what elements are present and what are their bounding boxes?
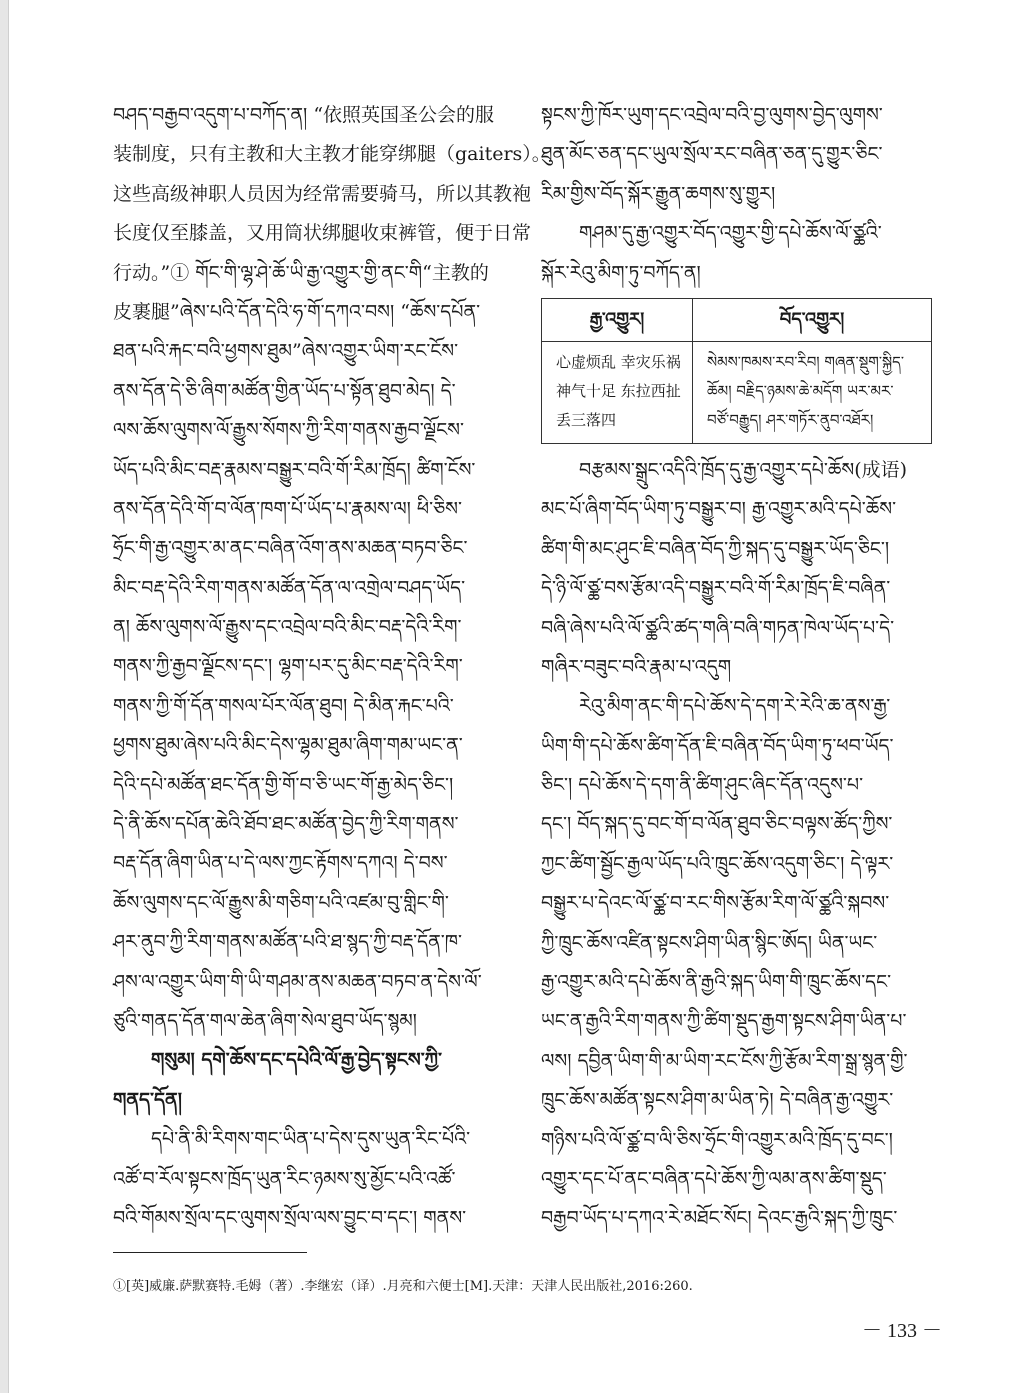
text-line: ཀྱང་ཚིག་སྦྱོང་རྒྱལ་ཡོད་པའི་ཁྲུང་ཆོས་འདུག་ཅིང་། དེ་ལྟར་ bbox=[541, 852, 894, 875]
glossary-chinese-line: 神气十足 东拉西扯 bbox=[556, 381, 681, 400]
text-line: གཞིར་བཟུང་བའི་རྣམ་པ་འདུག bbox=[541, 655, 732, 678]
glossary-chinese-line: 心虚烦乱 幸灾乐祸 bbox=[556, 352, 681, 371]
text-line: 这些高级神职人员因为经常需要骑马，所以其教袍 bbox=[113, 182, 532, 205]
text-line: རྒྱ་འགྱུར་མའི་དཔེ་ཆོས་ནི་རྒྱའི་སྐད་ཡིག་གི་ཁྲུང་ཆོས་དང་ bbox=[541, 971, 892, 994]
text-line: 皮裹腿”ཞེས་པའི་དོན་དེའི་ཧ་གོ་དཀའ་བས། “ཆོས་དཔོན་ bbox=[113, 300, 481, 323]
glossary-table bbox=[541, 298, 932, 444]
glossary-body-row bbox=[542, 341, 932, 443]
text-line: ཡང་ན་རྒྱའི་རིག་གནས་ཀྱི་ཚིག་སྡུད་རྒྱག་སྟངས་ཤིག་ཡིན་པ་ bbox=[541, 1010, 907, 1033]
text-line: ན། ཆོས་ལུགས་ལོ་རྒྱུས་དང་འབྲེལ་བའི་མིང་བརྡ་དེའི་རིག་ bbox=[113, 616, 462, 639]
glossary-tibetan-cell bbox=[693, 341, 932, 443]
right-column-bottom-text bbox=[541, 451, 933, 1239]
glossary-header-chinese: རྒྱ་འགྱུར། bbox=[542, 298, 693, 341]
left-column bbox=[113, 96, 551, 1238]
text-line: དེ་ནི་ཆོས་དཔོན་ཆེའི་ཐོབ་ཐང་མཚོན་བྱེད་ཀྱི་རིག་གནས་ bbox=[113, 813, 459, 836]
text-line: བརྒྱབ་ཡོད་པ་དཀའ་རེ་མཐོང་སོང། དེའང་རྒྱའི་སྐད་ཀྱི་ཁྲུང་ bbox=[541, 1207, 898, 1230]
footnote-rule bbox=[113, 1252, 307, 1253]
text-line: གཤམ་དུ་རྒྱ་འགྱུར་བོད་འགྱུར་གྱི་དཔེ་ཆོས་ལོ་ཙྪའི་ bbox=[579, 222, 882, 245]
glossary-chinese-cell bbox=[542, 341, 693, 443]
text-line: ཐན་པའི་རྐང་བའི་ཕྱགས་ཐུམ”ཞེས་འགྱུར་ཡིག་རང་ངོས་ bbox=[113, 340, 459, 363]
text-line: མང་པོ་ཞིག་བོད་ཡིག་ཏུ་བསྒྱུར་བ། རྒྱ་འགྱུར་མའི་དཔེ་ཆོས་ bbox=[541, 498, 897, 521]
page-edge bbox=[0, 0, 9, 1393]
text-line: ཁྲུང་ཆོས་མཚོན་སྟངས་ཤིག་མ་ཡིན་ཏེ། དེ་བཞིན་རྒྱ་འགྱུར་ bbox=[541, 1089, 894, 1112]
text-line: སྐོར་རེའུ་མིག་ཏུ་བཀོད་ན། bbox=[541, 261, 701, 284]
text-line: ལས་ཆོས་ལུགས་ལོ་རྒྱུས་སོགས་ཀྱི་རིག་གནས་རྒྱབ་ལྗོངས་ bbox=[113, 419, 464, 442]
text-line: དེ་ཉི་ལོ་ཙྪ་བས་རྩོམ་འདི་བསྒྱུར་བའི་གོ་རིམ་ཁྲོད་ཇི་བཞིན་ bbox=[541, 577, 891, 600]
glossary-chinese-line: 丢三落四 bbox=[556, 410, 617, 429]
text-line: གནས་ཀྱི་རྒྱབ་ལྗོངས་དང་། ལྷག་པར་དུ་མིང་བརྡ་དེའི་རིག་ bbox=[113, 655, 463, 678]
text-line: བརྡ་དོན་ཞིག་ཡིན་པ་དེ་ལས་ཀྱང་རྟོགས་དཀའ། དེ་བས་ bbox=[113, 852, 448, 875]
text-line: ཆོས་ལུགས་དང་ལོ་རྒྱུས་མི་གཅིག་པའི་འཛམ་བུ་གླིང་གི་ bbox=[113, 891, 449, 914]
glossary-tibetan-line: བཙོ་བརྒྱུད། ཤར་གཏོར་ནུབ་འཐོར། bbox=[707, 410, 874, 429]
text-line: 长度仅至膝盖，又用筒状绑腿收束裤管，便于日常 bbox=[113, 222, 532, 245]
text-line: སྟངས་ཀྱི་ཁོར་ཡུག་དང་འབྲེལ་བའི་བྱ་ལུགས་བྱེད་ལུགས་ bbox=[541, 104, 883, 126]
text-line: ལས། དབྱིན་ཡིག་གི་མ་ཡིག་རང་ངོས་ཀྱི་རྩོམ་རིག་སྒྲ་སྙན་གྱི་ bbox=[541, 1049, 908, 1072]
section-heading-line: གནད་དོན། bbox=[113, 1088, 182, 1111]
text-line: ཚིག་གི་མང་ཤུང་ཇི་བཞིན་བོད་ཀྱི་སྐད་དུ་བསྒྱུར་ཡོད་ཅིང་། bbox=[541, 537, 890, 560]
text-line: བཤད་བརྒྱབ་འདུག་པ་བཀོད་ན། “依照英国圣公会的服 bbox=[113, 104, 495, 126]
glossary-tibetan-line: སེམས་ཁམས་རབ་རིབ། གཞན་སྡུག་སྐྱིད་ bbox=[707, 352, 904, 371]
page-number: － 133 － bbox=[862, 1320, 942, 1342]
text-line: དེའི་དཔེ་མཚོན་ཐང་དོན་གྱི་གོ་བ་ཅི་ཡང་གོ་རྒྱ་མེད་ཅིང་། bbox=[113, 773, 454, 796]
text-line: གནས་ཀྱི་གོ་དོན་གསལ་པོར་ལོན་ཐུབ། དེ་མིན་རྐང་པའི་ bbox=[113, 694, 454, 717]
text-line: མིང་བརྡ་དེའི་རིག་གནས་མཚོན་དོན་ལ་འགྲེལ་བཤད་ཡོད་ bbox=[113, 576, 466, 599]
glossary-header-row bbox=[542, 298, 932, 341]
text-line: བཞི་ཞེས་པའི་ལོ་ཙྪའི་ཚད་གཞི་བཞི་གཏན་ཁེལ་ཡོད་པ་དེ་ bbox=[541, 616, 895, 639]
text-line: བརྩམས་སྒྲུང་འདིའི་ཁྲོད་དུ་རྒྱ་འགྱུར་དཔེ་ཆོས(成语) bbox=[579, 458, 908, 481]
text-line: ཧྲོང་གི་རྒྱ་འགྱུར་མ་ནང་བཞིན་འོག་ནས་མཆན་བཏབ་ཅིང་ bbox=[113, 537, 468, 560]
text-line: ནས་དོན་དེའི་གོ་བ་ལོན་ཁག་པོ་ཡོད་པ་རྣམས་ལ། ཕི་ཅིས་ bbox=[113, 497, 462, 520]
text-line: རེའུ་མིག་ནང་གི་དཔེ་ཆོས་དེ་དག་རེ་རེའི་ཆ་ནས་རྒྱ་ bbox=[579, 695, 891, 718]
text-line: ཕྱགས་ཐུམ་ཞེས་པའི་མིང་དེས་ལྷམ་ཐུམ་ཞིག་གམ་ཡང་ན་ bbox=[113, 734, 463, 757]
text-line: ཡོད་པའི་མིང་བརྡ་རྣམས་བསྒྱུར་བའི་གོ་རིམ་ཁྲོད། ཚིག་ངོས་ bbox=[113, 458, 476, 481]
text-line: ནས་དོན་དེ་ཅི་ཞིག་མཚོན་གྱིན་ཡོད་པ་སྟོན་ཐུབ་མེད། དེ་ bbox=[113, 379, 456, 402]
text-line: བའི་གོམས་སྲོལ་དང་ལུགས་སྲོལ་ལས་བྱུང་བ་དང་། གནས་ bbox=[113, 1206, 467, 1229]
section-heading-line: གསུམ། དགེ་ཆོས་དང་དཔེའི་ལོ་རྒྱ་བྱེད་སྟངས་ཀྱི་ bbox=[151, 1049, 443, 1072]
text-line: 行动。”① གོང་གི་ལྷ་ཤེ་ཆོ་ཡི་རྒྱ་འགྱུར་གྱི་ནང་གི“主教的 bbox=[113, 261, 489, 284]
text-line: བསྒྱུར་པ་དེའང་ལོ་ཙྪ་བ་རང་གིས་རྩོམ་རིག་ལོ་ཙྪའི་སྐབས་ bbox=[541, 892, 890, 915]
right-column bbox=[541, 96, 933, 1239]
glossary-tibetan-line: ཆོམ། བརྗིད་ཉམས་ཆེ་མདོག ཡར་མར་ bbox=[707, 381, 894, 400]
text-line: ཤས་ལ་འགྱུར་ཡིག་གི་ཡི་གཤམ་ནས་མཆན་བཏབ་ན་དེས་ལོ་ bbox=[113, 970, 482, 993]
text-line: ཅིང་། དཔེ་ཆོས་དེ་དག་ནི་ཚིག་ཤུང་ཞིང་དོན་འདུས་པ་ bbox=[541, 774, 864, 797]
text-line: ཙུའི་གནད་དོན་གལ་ཆེན་ཞིག་སེལ་ཐུབ་ཡོད་སྙམ། bbox=[113, 1009, 417, 1032]
text-line: ཤར་ནུབ་ཀྱི་རིག་གནས་མཚོན་པའི་ཐ་སྙད་ཀྱི་བརྡ་དོན་ཁ་ bbox=[113, 931, 463, 954]
text-line: 装制度，只有主教和大主教才能穿绑腿（gaiters）。 bbox=[113, 143, 551, 166]
text-line: དང་། བོད་སྐད་དུ་བང་གོ་བ་ལོན་ཐུབ་ཅིང་བལྟས་ཚོད་ཀྱིས་ bbox=[541, 813, 893, 836]
text-line: འགྱུར་དང་པོ་ནང་བཞིན་དཔེ་ཆོས་ཀྱི་ལམ་ནས་ཚིག་སྡུད་ bbox=[541, 1167, 887, 1190]
glossary-header-tibetan: བོད་འགྱུར། bbox=[693, 298, 932, 341]
text-line: ཡིག་གི་དཔེ་ཆོས་ཚིག་དོན་ཇི་བཞིན་བོད་ཡིག་ཏུ་ཕབ་ཡོད་ bbox=[541, 734, 894, 757]
text-line: ཀྱི་ཁྲུང་ཆོས་འཛིན་སྟངས་ཤིག་ཡིན་སྙིང་ཨོད། ཡིན་ཡང་ bbox=[541, 931, 878, 954]
text-line: འཚོ་བ་རོལ་སྟངས་ཁྲོད་ཡུན་རིང་ཉམས་སུ་མྱོང་པའི་འཚོ་ bbox=[113, 1167, 456, 1190]
text-line: གཉིས་པའི་ལོ་ཙྪ་བ་ལི་ཅིས་ཧྲོང་གི་འགྱུར་མའི་ཁྲོད་དུ་བང་། bbox=[541, 1128, 893, 1151]
text-line: དཔེ་ནི་མི་རིགས་གང་ཡིན་པ་དེས་དུས་ཡུན་རིང་པོའི་ bbox=[151, 1128, 471, 1151]
text-line: རིམ་གྱིས་བོད་སྐོར་རྒྱུན་ཆགས་སུ་གྱུར། bbox=[541, 182, 776, 205]
right-column-top-text bbox=[541, 96, 933, 293]
text-line: ཐུན་མོང་ཅན་དང་ཡུལ་སྲོལ་རང་བཞིན་ཅན་དུ་གྱུར་ཅིང་ bbox=[541, 143, 883, 166]
footnote: ①[英]威廉.萨默赛特.毛姆（著）.李继宏（译）.月亮和六便士[M].天津：天津人民出版社,2016:260. bbox=[113, 1279, 693, 1294]
